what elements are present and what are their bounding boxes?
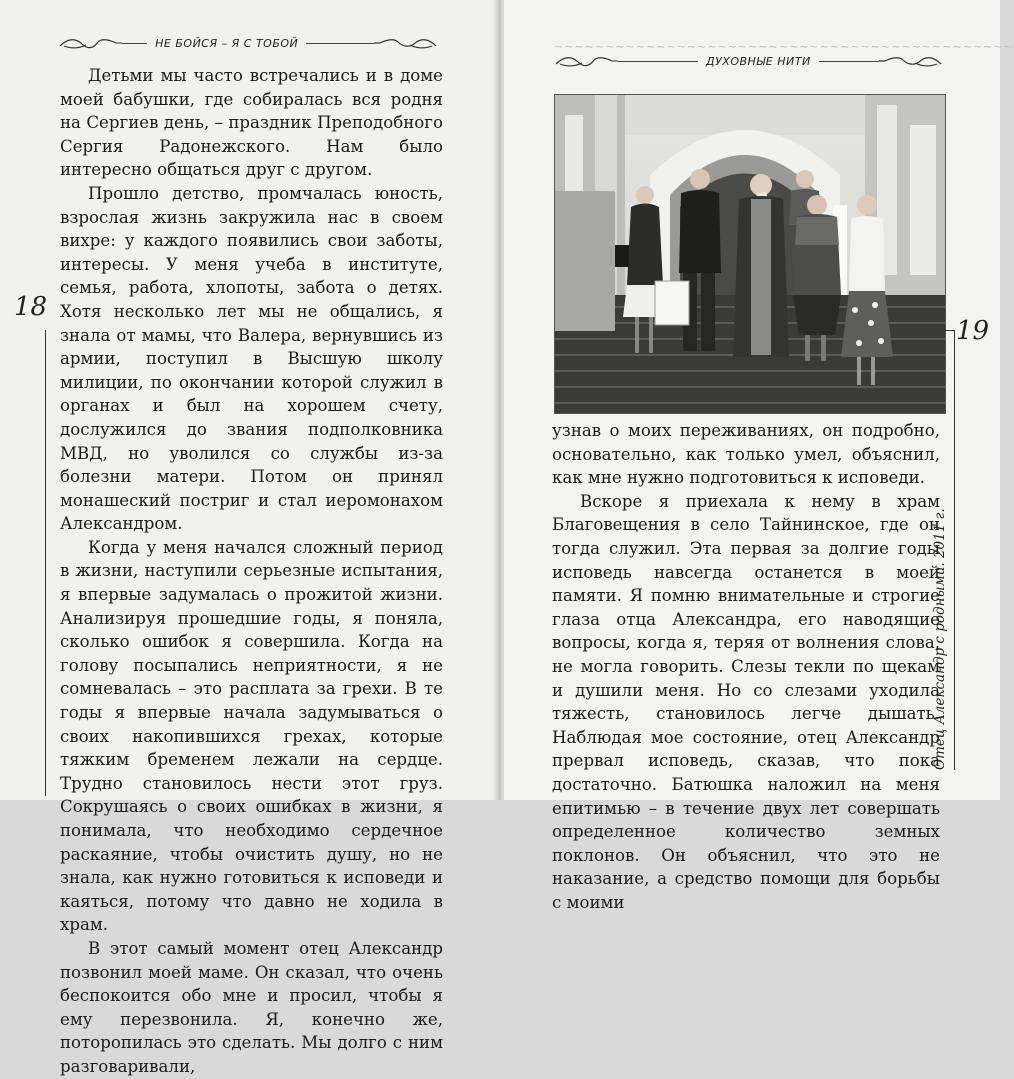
page-number: 19 — [956, 316, 990, 346]
photo-church-group — [555, 95, 945, 413]
right-body-text — [552, 419, 940, 914]
ornament-icon — [58, 36, 122, 50]
person — [733, 174, 789, 357]
paragraph: Когда у меня начался сложный период в жизни, наступили серьезные испытания, я впервые задумалась о прожитой жизни. Анализируя прошедшие годы, я поняла, сколько ошибок я совершила. Когда на голову посыпались неприятности, я не сомневалась – это расплата за грехи. В те годы я впервые начала задумываться о своих накопившихся грехах, которые тяжким бременем лежали на сердце. Трудно становилось нести этот груз. Сокрушаясь о своих ошибках в жизни, я понимала, что необходимо сердечное раскаяние, чтобы очистить душу, но не знала, как нужно готовиться к исповеди и каяться, потому что давно не ходила в храм. — [60, 537, 443, 935]
margin-rule — [954, 330, 955, 770]
margin-rule — [944, 330, 954, 331]
running-head: ДУХОВНЫЕ НИТИ — [706, 54, 811, 68]
ornament-icon — [374, 36, 438, 50]
right-page: ~~~~~~~~~~~~~~~~~~~~~~~~~~~~~~~~~~~~~~~~~~~~~ ДУХОВНЫЕ НИТИ узнав о моих переживаниях, он подробно, основательно, как только умел, объяснил, как мне нужно подготовиться к исповеди. Вскоре я приехала к нему в храм Благовещения в село Тайнинское, где он тогда служил. Эта первая за долгие годы исповедь навсегда останется в моей памяти. Я помню внимательные и строгие глаза отца Александра, его наводящие вопросы, когда я, теряя от волнения слова, не могла говорить. Слезы текли по щекам и душили меня. Но со слезами уходила тяжесть, становилось легче дышать. Наблюдая мое состояние, отец Александр прервал исповедь, сказав, что пока достаточно. Батюшка наложил на меня епитимью – в течение двух лет совершать определенное количество земных поклонов. Он объяснил, что это не наказание, а средство помощи для борьбы с моими 19 Отец Александр с родными. 2011 г. — [504, 0, 1000, 800]
running-head: НЕ БОЙСЯ – Я С ТОБОЙ — [155, 36, 299, 50]
paragraph: Детьми мы часто встречались и в доме моей бабушки, где собиралась вся родня на Сергиев день, – праздник Преподобного Сергия Радонежского. Нам было интересно общаться друг с другом. — [60, 66, 443, 180]
photo-caption: Отец Александр с родными. 2011 г. — [932, 508, 948, 770]
ornament-icon — [554, 54, 618, 68]
photograph — [554, 94, 946, 414]
paragraph: узнав о моих переживаниях, он подробно, основательно, как только умел, объяснил, как мне нужно подготовиться к исповеди. — [552, 421, 940, 488]
left-page — [0, 0, 496, 1076]
page-number: 18 — [14, 292, 48, 322]
right-header — [554, 54, 949, 68]
left-body-text — [60, 64, 443, 1079]
paragraph: Вскоре я приехала к нему в храм Благовещения в село Тайнинское, где он тогда служил. Эта первая за долгие годы исповедь навсегда останется в моей памяти. Я помню внимательные и строгие глаза отца Александра, его наводящие вопросы, когда я, теряя от волнения слова, не могла говорить. Слезы текли по щекам и душили меня. Но со слезами уходила тяжесть, становилось легче дышать. Наблюдая мое состояние, отец Александр прервал исповедь, сказав, что пока достаточно. Батюшка наложил на меня епитимью – в течение двух лет совершать определенное количество земных поклонов. Он объяснил, что это не наказание, а средство помощи для борьбы с моими — [552, 491, 940, 912]
paragraph: Прошло детство, промчалась юность, взрослая жизнь закружила нас в своем вихре: у каждого появились свои заботы, интересы. У меня учеба в институте, семья, работа, хлопоты, забота о детях. Хотя несколько лет мы не общались, я знала от мамы, что Валера, вернувшись из армии, поступил в Высшую школу милиции, по окончании которой служил в органах и был на хорошем счету, дослужился до звания подполковника МВД, но уволился со службы из-за болезни матери. Потом он принял монашеский постриг и стал иеромонахом Александром. — [60, 183, 443, 534]
margin-rule — [45, 330, 46, 796]
left-header — [58, 36, 438, 50]
paragraph: В этот самый момент отец Александр позвонил моей маме. Он сказал, что очень беспокоится обо мне и просил, чтобы я ему перезвонила. Я, конечно же, поторопилась это сделать. Мы долго с ним разговаривали, — [60, 938, 443, 1076]
ornament-icon — [879, 54, 943, 68]
